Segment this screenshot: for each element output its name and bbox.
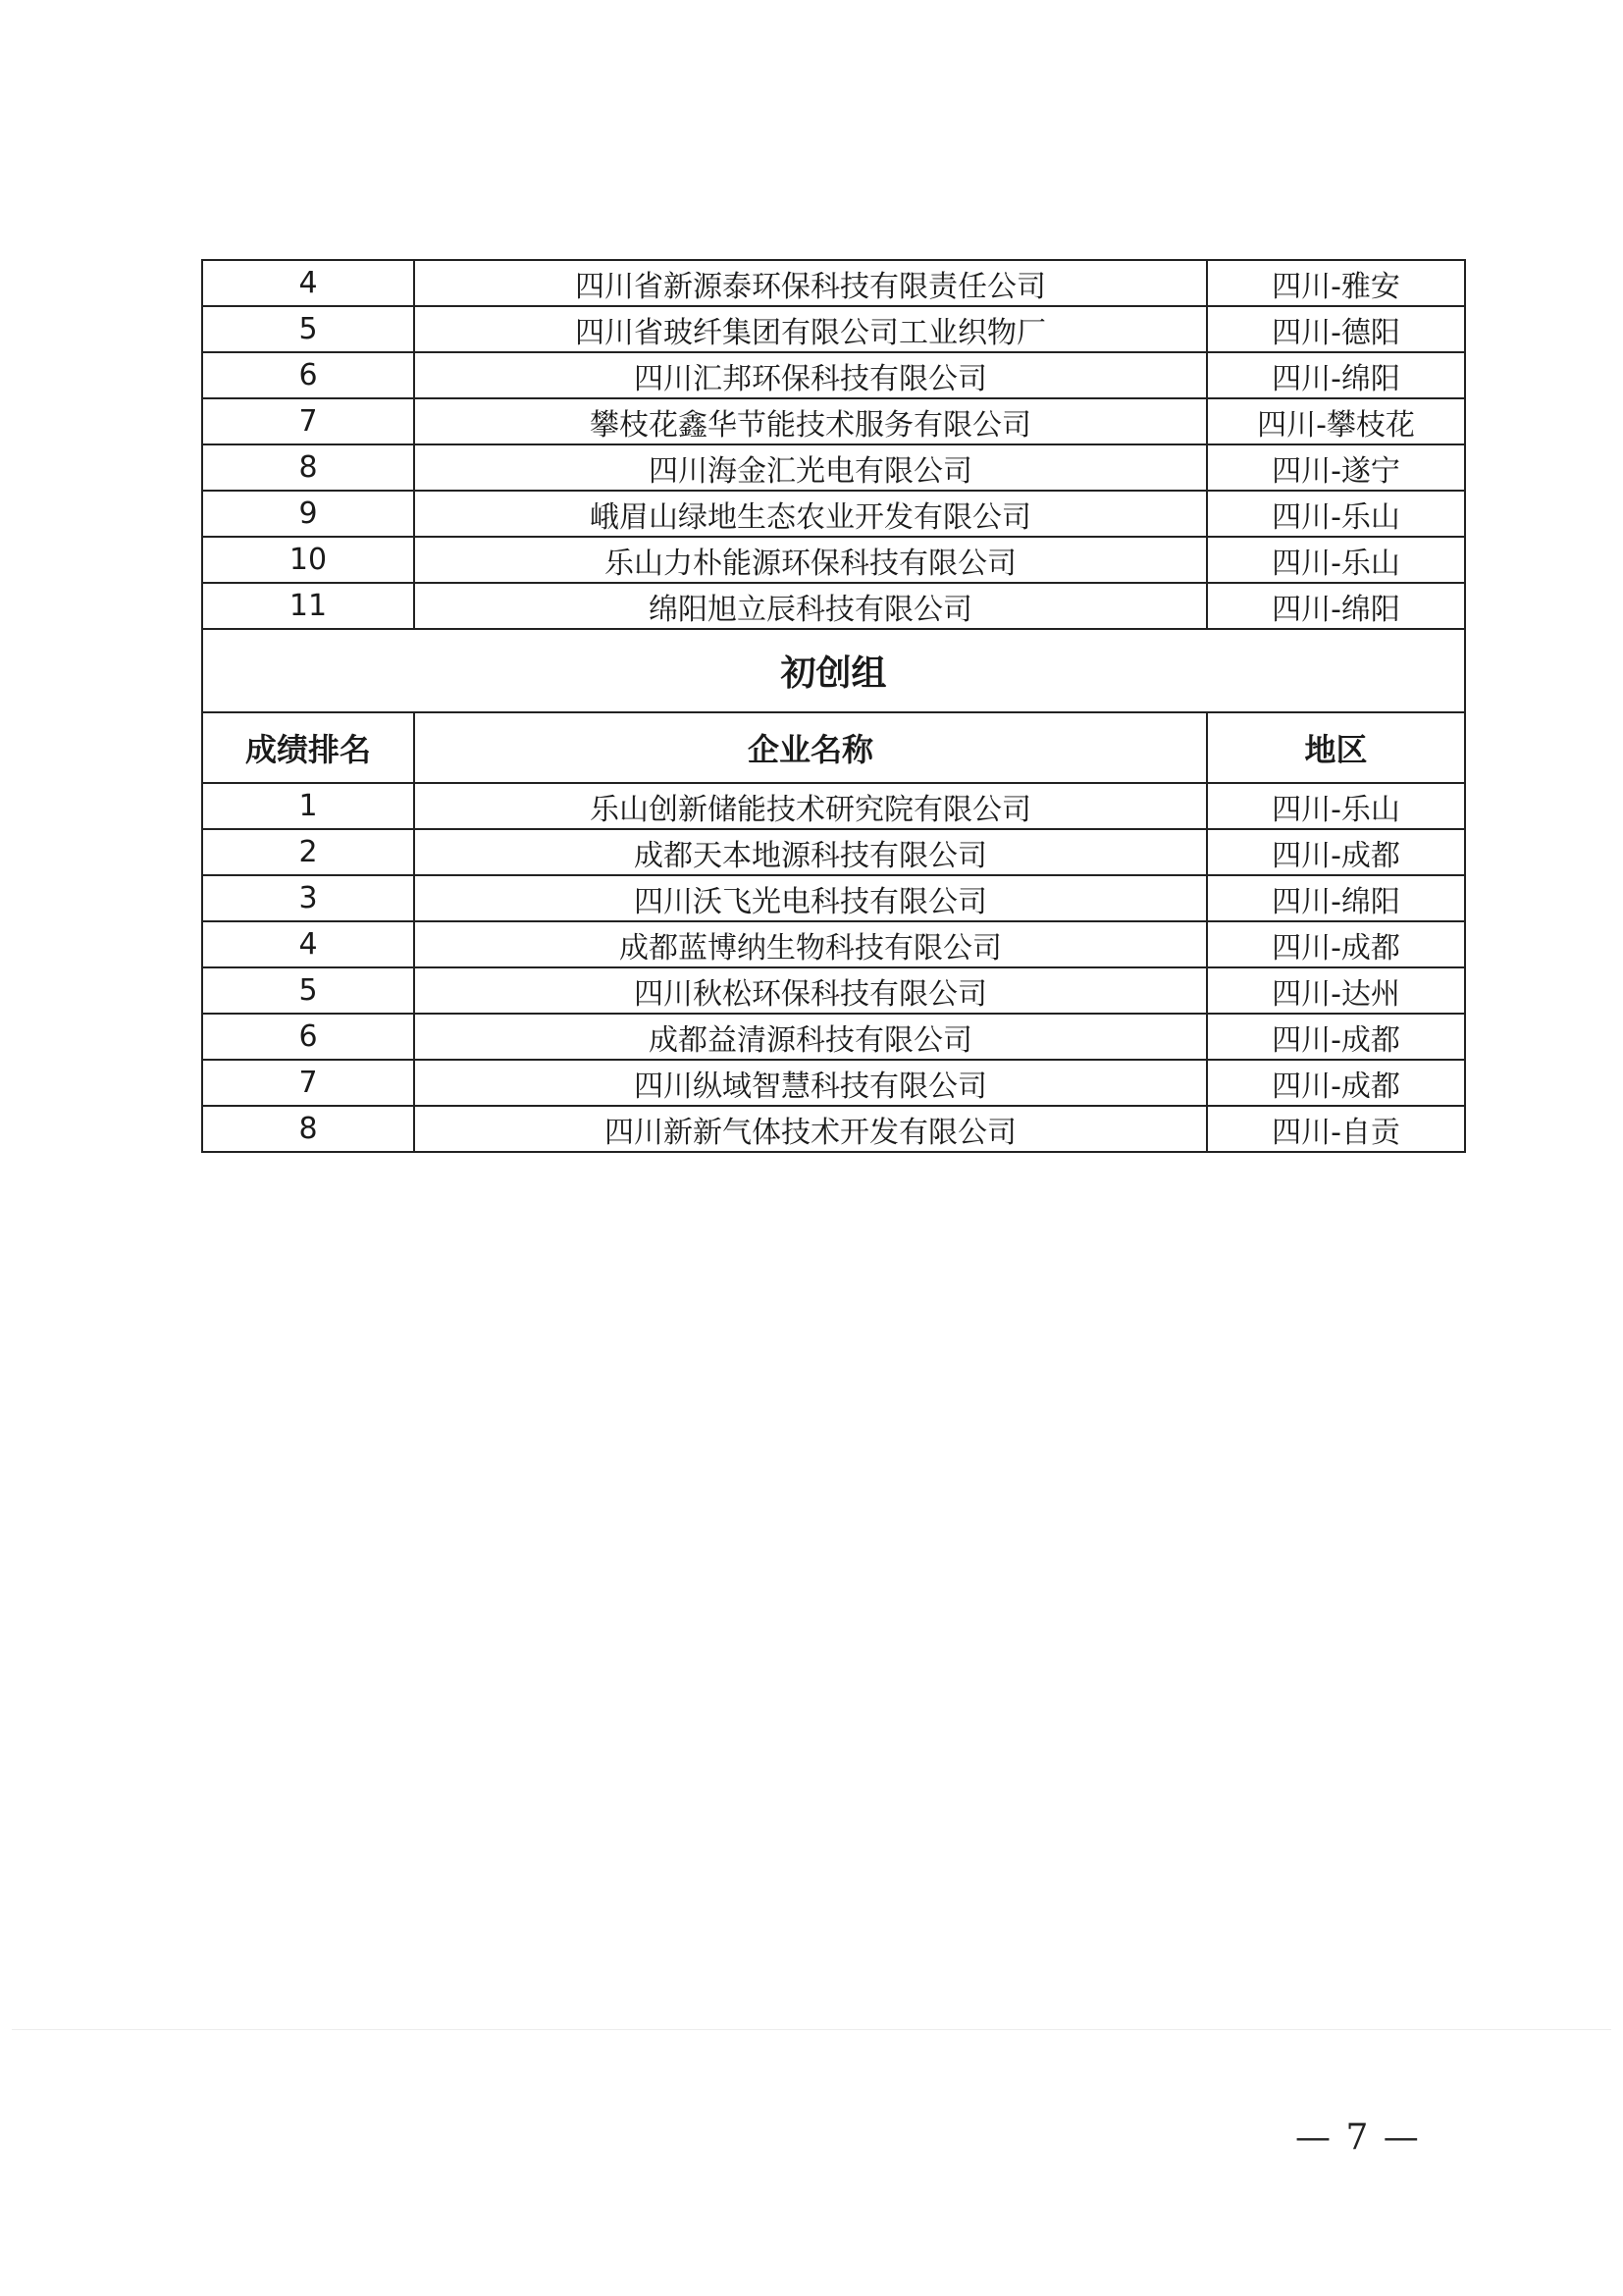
region-cell: 四川-绵阳 (1207, 352, 1465, 398)
rank-cell: 3 (202, 875, 414, 921)
company-cell: 峨眉山绿地生态农业开发有限公司 (414, 491, 1207, 537)
rank-cell: 5 (202, 306, 414, 352)
company-cell: 四川新新气体技术开发有限公司 (414, 1106, 1207, 1152)
rank-header: 成绩排名 (202, 712, 414, 783)
rank-cell: 11 (202, 583, 414, 629)
region-cell: 四川-成都 (1207, 921, 1465, 967)
company-cell: 四川省玻纤集团有限公司工业织物厂 (414, 306, 1207, 352)
region-cell: 四川-遂宁 (1207, 444, 1465, 491)
region-cell: 四川-乐山 (1207, 783, 1465, 829)
table-row (202, 352, 1465, 398)
page-number: — 7 — (1295, 2117, 1421, 2158)
table-row (202, 537, 1465, 583)
rank-cell: 7 (202, 1060, 414, 1106)
table-row (202, 306, 1465, 352)
footer-divider (12, 2029, 1611, 2030)
results-table (201, 259, 1466, 1153)
company-cell: 乐山力朴能源环保科技有限公司 (414, 537, 1207, 583)
company-cell: 四川省新源泰环保科技有限责任公司 (414, 260, 1207, 306)
rank-cell: 9 (202, 491, 414, 537)
table-row (202, 967, 1465, 1014)
region-cell: 四川-绵阳 (1207, 875, 1465, 921)
rank-cell: 4 (202, 921, 414, 967)
company-cell: 乐山创新储能技术研究院有限公司 (414, 783, 1207, 829)
region-header: 地区 (1207, 712, 1465, 783)
region-cell: 四川-乐山 (1207, 491, 1465, 537)
region-cell: 四川-达州 (1207, 967, 1465, 1014)
region-cell: 四川-攀枝花 (1207, 398, 1465, 444)
rank-cell: 10 (202, 537, 414, 583)
rank-cell: 6 (202, 1014, 414, 1060)
company-cell: 攀枝花鑫华节能技术服务有限公司 (414, 398, 1207, 444)
company-cell: 绵阳旭立辰科技有限公司 (414, 583, 1207, 629)
table-row (202, 260, 1465, 306)
table-row (202, 398, 1465, 444)
region-cell: 四川-成都 (1207, 1060, 1465, 1106)
table-row (202, 829, 1465, 875)
region-cell: 四川-成都 (1207, 829, 1465, 875)
company-header: 企业名称 (414, 712, 1207, 783)
section-title: 初创组 (202, 629, 1465, 712)
rank-cell: 4 (202, 260, 414, 306)
table-row (202, 1106, 1465, 1152)
table-row (202, 783, 1465, 829)
table-row (202, 1060, 1465, 1106)
company-cell: 四川秋松环保科技有限公司 (414, 967, 1207, 1014)
company-cell: 四川纵域智慧科技有限公司 (414, 1060, 1207, 1106)
rank-cell: 1 (202, 783, 414, 829)
company-cell: 四川汇邦环保科技有限公司 (414, 352, 1207, 398)
table-row (202, 583, 1465, 629)
company-cell: 四川沃飞光电科技有限公司 (414, 875, 1207, 921)
region-cell: 四川-绵阳 (1207, 583, 1465, 629)
region-cell: 四川-雅安 (1207, 260, 1465, 306)
table-header-row (202, 712, 1465, 783)
region-cell: 四川-乐山 (1207, 537, 1465, 583)
table-row (202, 921, 1465, 967)
company-cell: 成都益清源科技有限公司 (414, 1014, 1207, 1060)
table-row (202, 444, 1465, 491)
region-cell: 四川-德阳 (1207, 306, 1465, 352)
company-cell: 成都天本地源科技有限公司 (414, 829, 1207, 875)
table-row (202, 491, 1465, 537)
rank-cell: 7 (202, 398, 414, 444)
rank-cell: 8 (202, 444, 414, 491)
region-cell: 四川-成都 (1207, 1014, 1465, 1060)
company-cell: 成都蓝博纳生物科技有限公司 (414, 921, 1207, 967)
company-cell: 四川海金汇光电有限公司 (414, 444, 1207, 491)
section-title-row (202, 629, 1465, 712)
table-row (202, 1014, 1465, 1060)
table-row (202, 875, 1465, 921)
rank-cell: 6 (202, 352, 414, 398)
rank-cell: 8 (202, 1106, 414, 1152)
rank-cell: 5 (202, 967, 414, 1014)
rank-cell: 2 (202, 829, 414, 875)
region-cell: 四川-自贡 (1207, 1106, 1465, 1152)
